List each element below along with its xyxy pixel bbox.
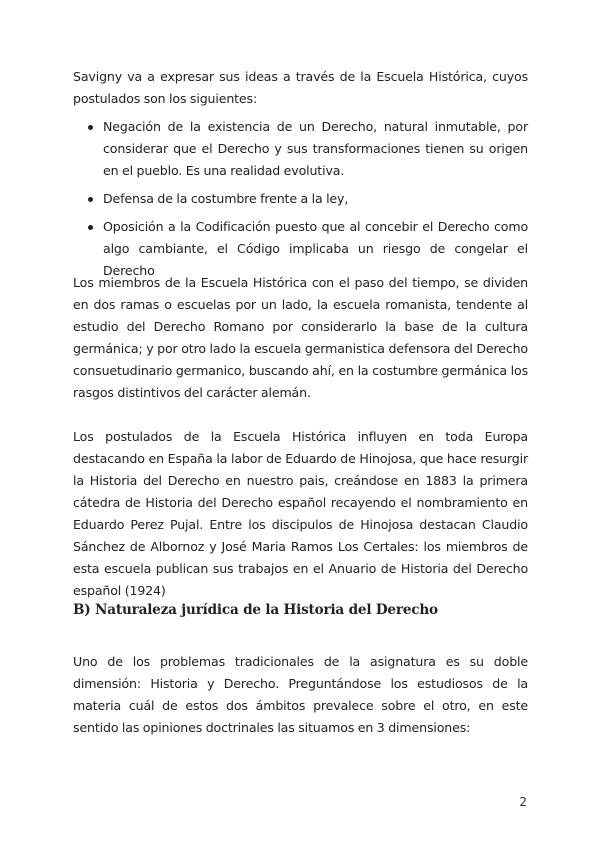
postulates-list — [73, 116, 528, 282]
list-item: Oposición a la Codificación puesto que al concebir el Derecho como algo cambiante, el Código implicaba un riesgo de congelar el Derecho — [73, 216, 528, 282]
problems-paragraph: Uno de los problemas tradicionales de la asignatura es su doble dimensión: Historia y Derecho. Preguntándose los estudiosos de la materia cuál de estos dos ámbitos prevalece sobre el otro, en este sentido las opiniones doctrinales las situamos en 3 dimensiones: — [73, 654, 528, 735]
members-paragraph: Los miembros de la Escuela Histórica con el paso del tiempo, se dividen en dos ramas o escuelas por un lado, la escuela romanista, tendente al estudio del Derecho Romano por considerarlo la base de la cultura germánica; y por otro lado la escuela germanistica defensora del Derecho consuetudinario germanico, buscando ahí, en la costumbre germánica los rasgos distintivos del carácter alemán. — [73, 275, 528, 400]
page-number: 2 — [519, 795, 527, 809]
list-item: Defensa de la costumbre frente a la ley, — [73, 188, 528, 210]
list-item: Negación de la existencia de un Derecho, natural inmutable, por considerar que el Derecho y sus transformaciones tienen su origen en el pueblo. Es una realidad evolutiva. — [73, 116, 528, 182]
section-heading: B) Naturaleza jurídica de la Historia del Derecho — [73, 602, 438, 618]
intro-paragraph: Savigny va a expresar sus ideas a través de la Escuela Histórica, cuyos postulados son los siguientes: — [73, 69, 528, 106]
postulates-influence-paragraph: Los postulados de la Escuela Histórica influyen en toda Europa destacando en España la labor de Eduardo de Hinojosa, que hace resurgir la Historia del Derecho en nuestro pais, creándose en 1883 la primera cátedra de Historia del Derecho español recayendo el nombramiento en Eduardo Perez Pujal. Entre los discipulos de Hinojosa destacan Claudio Sánchez de Albornoz y José Maria Ramos Los Certales: los miembros de esta escuela publican sus trabajos en el Anuario de Historia del Derecho español (1924) — [73, 429, 528, 598]
